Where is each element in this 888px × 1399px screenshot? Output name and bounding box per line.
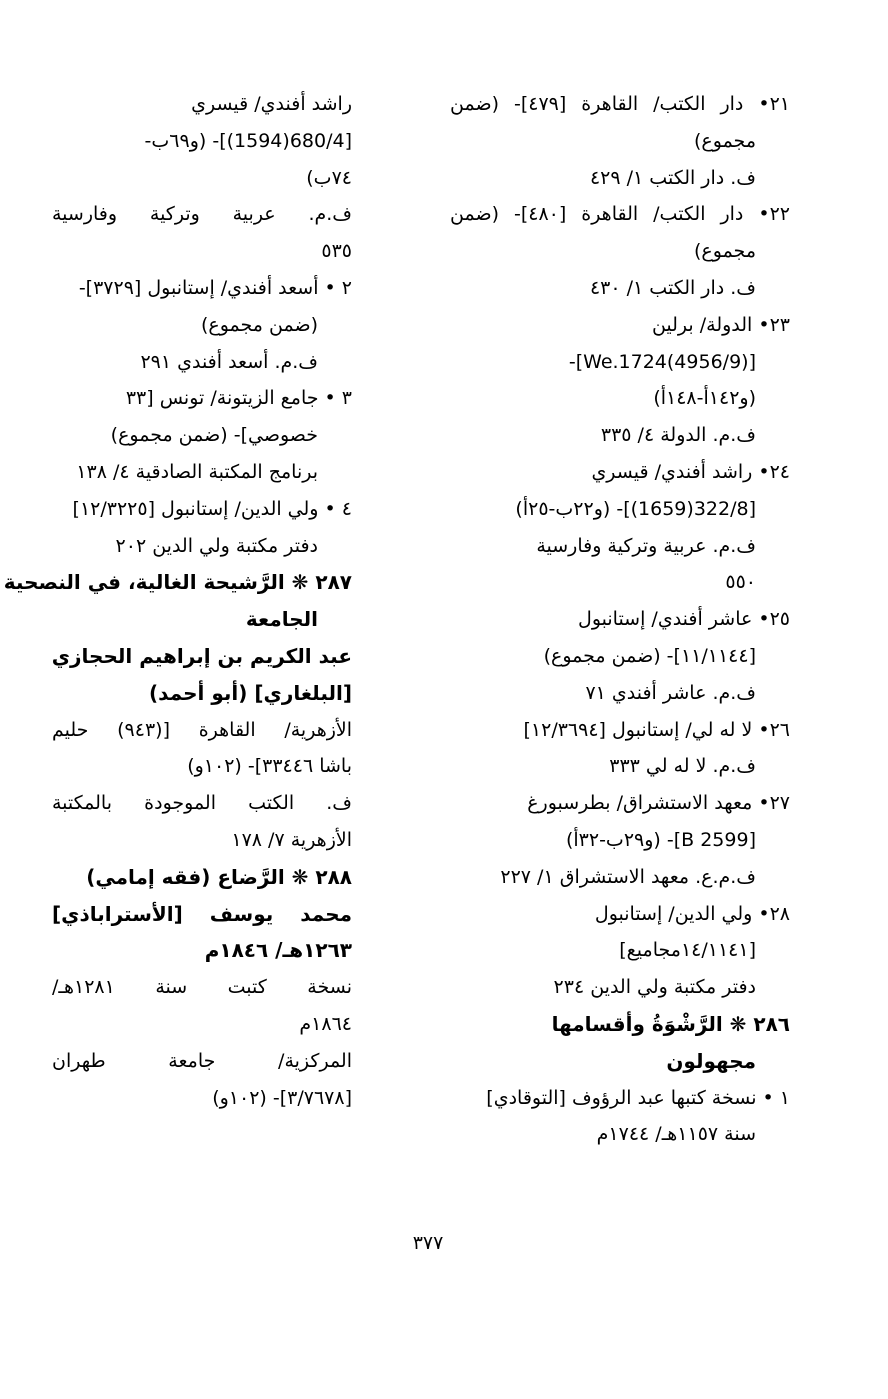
entry-line: ف.م.ع. معهد الاستشراق ١/ ٢٢٧ bbox=[500, 865, 756, 888]
entry-23 bbox=[450, 307, 790, 454]
entry-line: [١١/١١٤٤]- (ضمن مجموع) bbox=[543, 644, 756, 667]
entry-line: ٢٤• راشد أفندي/ قيسري bbox=[591, 460, 790, 483]
entry-line: ٢١• دار الكتب/ القاهرة [٤٧٩]- (ضمن bbox=[450, 93, 790, 115]
entry-line: راشد أفندي/ قيسري bbox=[191, 93, 352, 115]
entry-line: دفتر مكتبة ولي الدين ٢٣٤ bbox=[553, 976, 756, 999]
entry-line: ف. الكتب الموجودة بالمكتبة bbox=[52, 792, 352, 815]
right-column bbox=[450, 86, 790, 1153]
entry-26 bbox=[450, 712, 790, 786]
author-286 bbox=[450, 1043, 790, 1080]
entry-line: [٣/٧٦٧٨]- (١٠٢و) bbox=[212, 1086, 352, 1109]
heading-288 bbox=[52, 859, 352, 896]
author-dates: ١٢٦٣هـ/ ١٨٤٦م bbox=[204, 938, 352, 963]
author-288 bbox=[52, 896, 352, 970]
entry-line: ٥٥٠ bbox=[725, 571, 756, 594]
heading-286 bbox=[450, 1006, 790, 1043]
entry-285-4 bbox=[52, 491, 352, 565]
entry-27 bbox=[450, 785, 790, 895]
entry-line: دفتر مكتبة ولي الدين ٢٠٢ bbox=[115, 534, 318, 557]
section-heading: ٢٨٨ ❋ الرَّضاع (فقه إمامي) bbox=[86, 864, 352, 889]
entry-line: [B 2599]- (و٢٩ب-٣٢أ) bbox=[565, 828, 756, 851]
entry-24 bbox=[450, 454, 790, 601]
entry-286-1 bbox=[450, 1080, 790, 1154]
entry-line: الأزهرية ٧/ ١٧٨ bbox=[231, 828, 352, 851]
entry-line: ٢ • أسعد أفندي/ إستانبول [٣٧٢٩]- bbox=[78, 276, 352, 299]
entry-line: ف. دار الكتب ١/ ٤٢٩ bbox=[589, 166, 756, 189]
section-heading: الجامعة bbox=[245, 607, 318, 632]
entry-line: ٢٢• دار الكتب/ القاهرة [٤٨٠]- (ضمن bbox=[450, 203, 790, 226]
entry-line: ٢٥• عاشر أفندي/ إستانبول bbox=[578, 608, 790, 631]
entry-line: ٣ • جامع الزيتونة/ تونس [٣٣ bbox=[125, 387, 352, 410]
author-name: [البلغاري] (أبو أحمد) bbox=[149, 680, 352, 705]
entry-line: (ضمن مجموع) bbox=[200, 313, 318, 336]
entry-287-1 bbox=[52, 712, 352, 859]
entry-line: نسخة كتبت سنة ١٢٨١هـ/ bbox=[52, 976, 352, 999]
entry-line: ف.م. أسعد أفندي ٢٩١ bbox=[140, 350, 318, 373]
entry-line: مجموع) bbox=[694, 129, 756, 152]
entry-28 bbox=[450, 896, 790, 1006]
entry-285-3 bbox=[52, 380, 352, 490]
page-number: ٣٧٧ bbox=[412, 1232, 444, 1254]
entry-288-note bbox=[52, 969, 352, 1043]
entry-line: ف.م. عاشر أفندي ٧١ bbox=[585, 681, 756, 704]
entry-25 bbox=[450, 601, 790, 711]
section-heading: ٢٨٧ ❋ الرَّشيحة الغالية، في النصحية bbox=[3, 570, 352, 595]
entry-line: [680/4(1594)]- (و٦٩ب- bbox=[144, 129, 352, 152]
entry-line: ف.م. لا له لي ٣٣٣ bbox=[609, 755, 756, 778]
entry-line: ٢٦• لا له لي/ إستانبول [١٢/٣٦٩٤] bbox=[523, 718, 790, 741]
entry-line: [١٤/١١٤١مجاميع] bbox=[619, 939, 756, 962]
entry-line: خصوصي]- (ضمن مجموع) bbox=[110, 424, 318, 447]
entry-22 bbox=[450, 196, 790, 306]
entry-line: (و١٤٢أ-١٤٨أ) bbox=[653, 387, 756, 410]
author-287 bbox=[52, 638, 352, 712]
entry-line: باشا ٣٣٤٤٦]- (١٠٢و) bbox=[187, 755, 352, 778]
author-name: عبد الكريم بن إبراهيم الحجازي bbox=[51, 643, 352, 668]
entry-line: ٢٣• الدولة/ برلين bbox=[651, 313, 790, 336]
author-name: محمد يوسف [الأستراباذي] bbox=[52, 901, 352, 926]
left-column bbox=[3, 86, 353, 1116]
entry-line: مجموع) bbox=[694, 240, 756, 263]
entry-line: ٧٤ب) bbox=[306, 166, 352, 189]
entry-285-2 bbox=[52, 270, 352, 380]
heading-287 bbox=[3, 564, 352, 638]
entry-line: [We.1724(4956/9)]- bbox=[568, 350, 756, 373]
entry-line: ١٨٦٤م bbox=[299, 1012, 352, 1035]
entry-line: [322/8(1659)]- (و٢٢ب-٢٥أ) bbox=[515, 497, 756, 520]
entry-line: ف. دار الكتب ١/ ٤٣٠ bbox=[589, 276, 756, 299]
entry-line: ٤ • ولي الدين/ إستانبول [١٢/٣٢٢٥] bbox=[72, 497, 352, 520]
entry-line: ف.م. عربية وتركية وفارسية bbox=[52, 203, 352, 226]
entry-line: سنة ١١٥٧هـ/ ١٧٤٤م bbox=[596, 1123, 756, 1146]
entry-line: ١ • نسخة كتبها عبد الرؤوف [التوقادي] bbox=[486, 1086, 790, 1109]
entry-21 bbox=[450, 86, 790, 196]
entry-line: برنامج المكتبة الصادقية ٤/ ١٣٨ bbox=[76, 460, 318, 483]
entry-line: المركزية/ جامعة طهران bbox=[52, 1049, 352, 1072]
entry-line: الأزهرية/ القاهرة [(٩٤٣) حليم bbox=[52, 718, 353, 741]
entry-line: ف.م. الدولة ٤/ ٣٣٥ bbox=[600, 424, 756, 447]
entry-285-1-cont bbox=[52, 86, 352, 270]
entry-line: ٢٧• معهد الاستشراق/ بطرسبورغ bbox=[527, 792, 790, 815]
entry-line: ف.م. عربية وتركية وفارسية bbox=[536, 534, 756, 557]
entry-line: ٢٨• ولي الدين/ إستانبول bbox=[594, 902, 790, 925]
author-name: مجهولون bbox=[666, 1048, 756, 1073]
entry-line: ٥٣٥ bbox=[321, 240, 352, 263]
entry-288-1 bbox=[52, 1043, 352, 1117]
section-heading: ٢٨٦ ❋ الرَّشْوَةُ وأقسامها bbox=[551, 1011, 790, 1036]
